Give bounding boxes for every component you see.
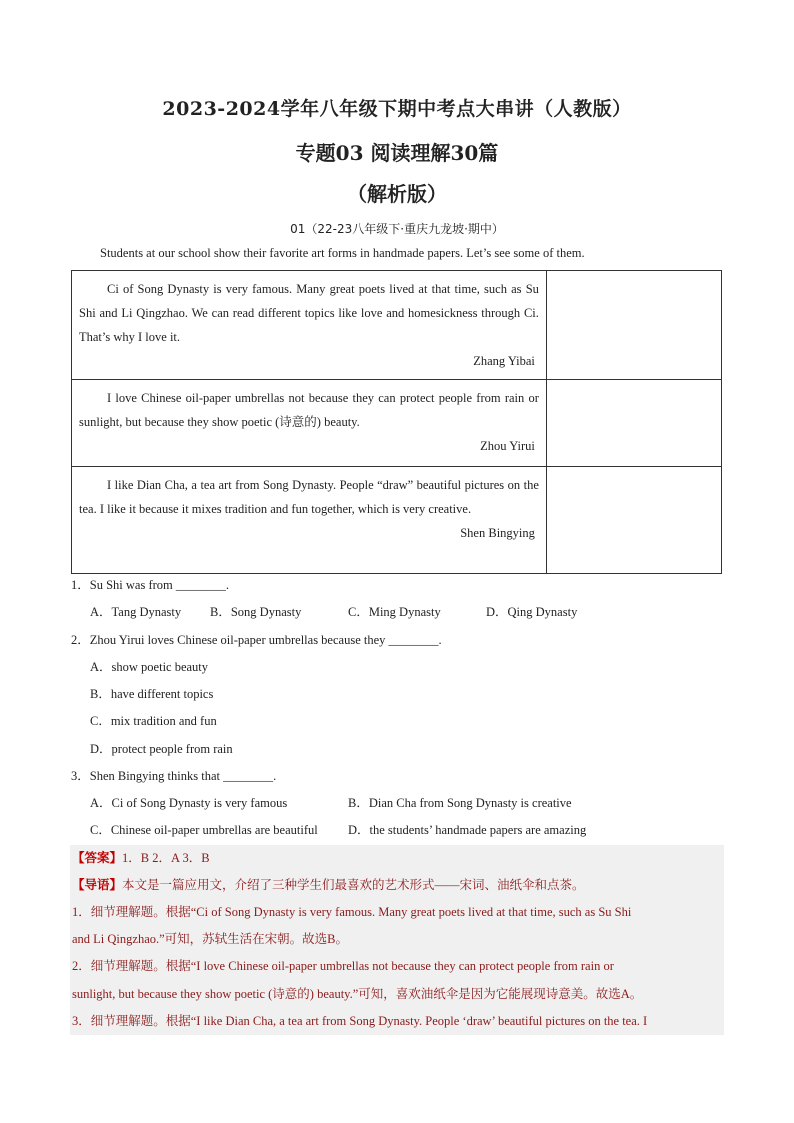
question-stem: 2．Zhou Yirui loves Chinese oil-paper umbrellas because they ________. xyxy=(71,633,442,647)
explanation-line: 3．细节理解题。根据“I like Dian Cha, a tea art from Song Dynasty. People ‘draw’ beautiful pictures on the tea. I xyxy=(72,1014,648,1028)
guide-line xyxy=(72,875,585,893)
question-option: B．Dian Cha from Song Dynasty is creative xyxy=(348,796,572,810)
question-option: A．show poetic beauty xyxy=(90,660,209,674)
question-option: B．have different topics xyxy=(90,687,214,701)
passage-text: I like Dian Cha, a tea art from Song Dynasty. People “draw” beautiful pictures on the tea. I like it because it mixes tradition and fun together, which is very creative. xyxy=(79,478,539,516)
passage-author: Shen Bingying xyxy=(460,526,535,540)
question-option: C．Chinese oil-paper umbrellas are beautiful xyxy=(90,823,318,837)
reading-intro: Students at our school show their favorite art forms in handmade papers. Let’s see some of them. xyxy=(100,246,585,260)
question-option: A．Ci of Song Dynasty is very famous xyxy=(90,796,288,810)
passage-author: Zhang Yibai xyxy=(473,354,535,368)
passage-text: Ci of Song Dynasty is very famous. Many great poets lived at that time, such as Su Shi and Li Qingzhao. We can read different topics like love and homesickness through Ci. That’s why I love it. xyxy=(79,282,539,344)
passage-author: Zhou Yirui xyxy=(480,439,535,453)
question-stem: 3．Shen Bingying thinks that ________. xyxy=(71,769,277,783)
question-option: D．protect people from rain xyxy=(90,742,233,756)
passage-row xyxy=(72,271,722,380)
empty-cell xyxy=(546,467,721,574)
empty-cell xyxy=(546,380,721,467)
guide-text: 本文是一篇应用文，介绍了三种学生们最喜欢的艺术形式——宋词、油纸伞和点茶。 xyxy=(122,878,585,892)
explanation-line: 1．细节理解题。根据“Ci of Song Dynasty is very famous. Many great poets lived at that time, such as Su Shi xyxy=(72,905,632,919)
question-option: B．Song Dynasty xyxy=(210,605,302,619)
question-option: A．Tang Dynasty xyxy=(90,605,182,619)
passage-cell xyxy=(72,467,547,574)
document-subtitle: 专题03 阅读理解30篇 xyxy=(295,141,499,165)
document-title: 2023-2024学年八年级下期中考点大串讲（人教版） xyxy=(162,98,632,120)
explanation-line: 2．细节理解题。根据“I love Chinese oil-paper umbrellas not because they can protect people from rain or xyxy=(72,959,614,973)
passage-cell xyxy=(72,380,547,467)
empty-cell xyxy=(546,271,721,380)
passage-row xyxy=(72,380,722,467)
explanation-line: sunlight, but because they show poetic (诗意的) beauty.”可知，喜欢油纸伞是因为它能展现诗意美。故选A。 xyxy=(72,987,643,1001)
question-option: C．Ming Dynasty xyxy=(348,605,441,619)
guide-tag: 【导语】 xyxy=(72,878,123,892)
question-option: D．Qing Dynasty xyxy=(486,605,578,619)
question-source: 01（22-23八年级下·重庆九龙坡·期中） xyxy=(290,222,504,236)
passage-table xyxy=(71,270,722,574)
question-option: C．mix tradition and fun xyxy=(90,714,217,728)
answer-tag: 【答案】 xyxy=(72,851,123,865)
passage-row xyxy=(72,467,722,574)
question-option: D．the students’ handmade papers are amazing xyxy=(348,823,587,837)
question-stem: 1．Su Shi was from ________. xyxy=(71,578,229,592)
document-edition: （解析版） xyxy=(347,182,447,206)
answer-line xyxy=(72,848,210,866)
passage-text: I love Chinese oil-paper umbrellas not because they can protect people from rain or sunlight, but because they show poetic (诗意的) beauty. xyxy=(79,391,539,429)
explanation-line: and Li Qingzhao.”可知，苏轼生活在宋朝。故选B。 xyxy=(72,932,349,946)
answer-key: 1．B 2．A 3．B xyxy=(122,851,210,865)
passage-cell xyxy=(72,271,547,380)
